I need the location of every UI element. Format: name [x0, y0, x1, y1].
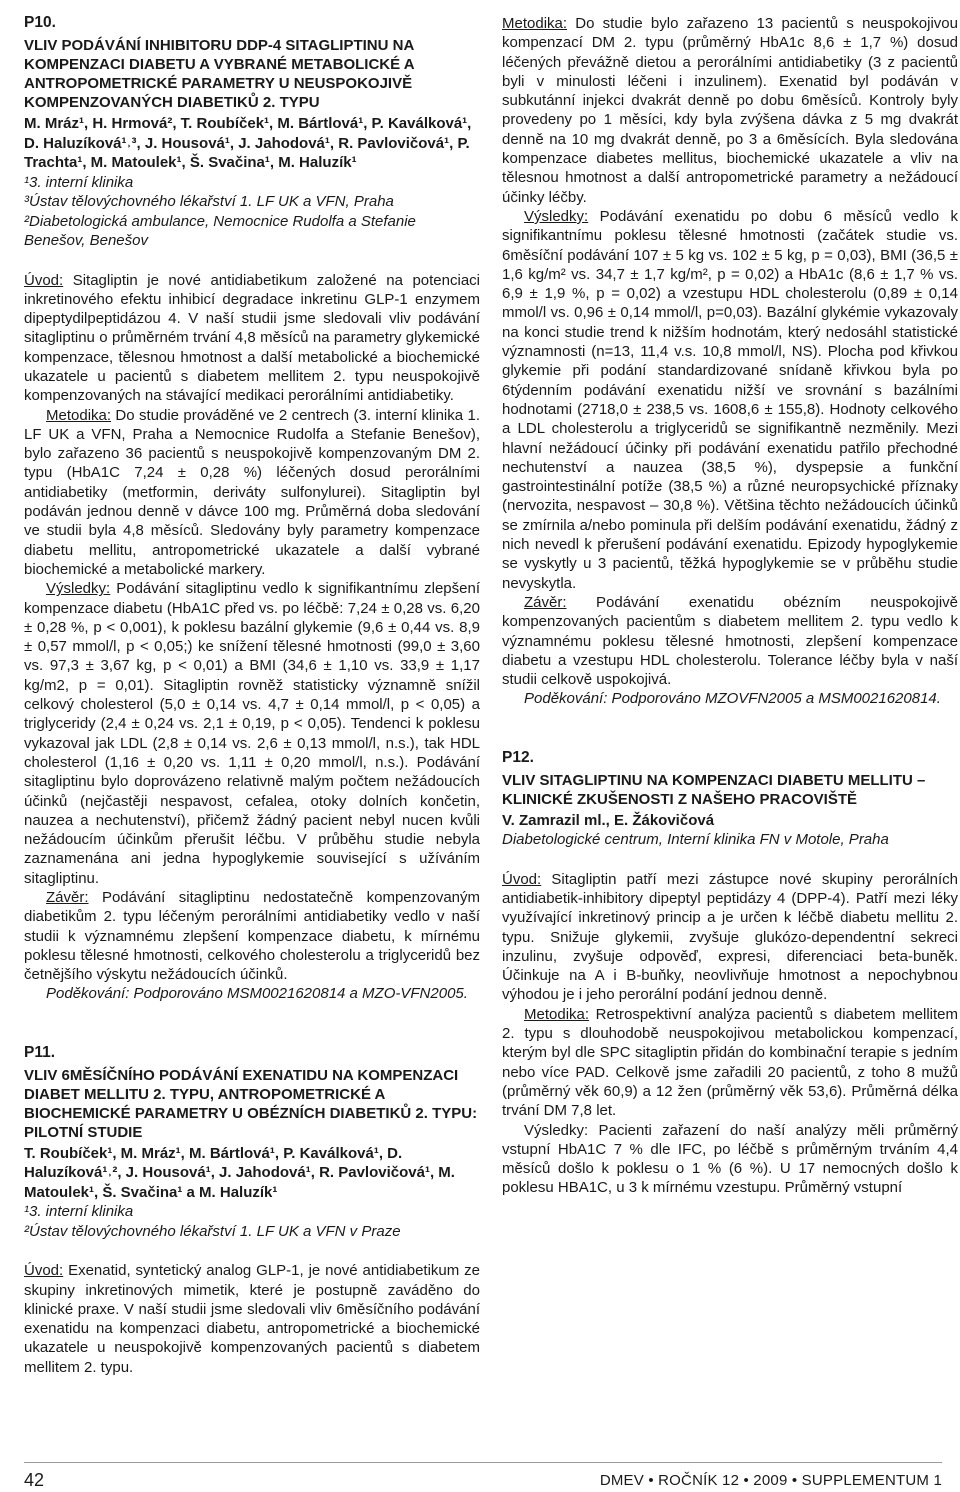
affiliation: ²Ústav tělovýchovného lékařství 1. LF UK a VFN v Praze — [24, 1222, 401, 1240]
abstract-id: P11. — [24, 1043, 56, 1061]
abstract-p11 — [24, 1044, 480, 1377]
abstract-paragraph — [24, 406, 480, 580]
abstract-paragraph — [502, 593, 958, 689]
paragraph-text: Do studie bylo zařazeno 13 pacientů s neuspokojivou kompenzací DM 2. typu (průměrný HbA1c 8,6 ± 1,7 %) dosud léčených převážně dietou a perorálními antidiabetiky (3 z pacientů byli v minulosti léčeni i inzulinem). Exenatid byl podáván v subkutánní injekci dvakrát denně po dobu 6měsíců. Kontroly byly provedeny po 1 měsíci, kdy byla zvýšena dávka z 5 mg dvakrát denně na 10 mg dvakrát denně, po 3 a 6měsících. Byla sledována kompenzace diabetes mellitus, biochemické ukazatele a vliv na tělesnou hmotnost a další antropometrické parametry a nežádoucí účinky léčby. — [502, 15, 958, 206]
section-lead: Metodika: — [46, 406, 112, 424]
abstract-paragraph — [24, 888, 480, 984]
section-lead: Úvod: — [24, 1262, 64, 1280]
left-column — [24, 14, 480, 1377]
section-lead: Závěr: — [46, 889, 89, 906]
right-column — [502, 14, 958, 1198]
abstract-paragraph — [24, 271, 480, 406]
affiliation: ¹3. interní klinika — [24, 1203, 134, 1221]
abstract-p10 — [24, 14, 480, 1004]
abstract-title: VLIV 6MĚSÍČNÍHO PODÁVÁNÍ EXENATIDU NA KOMPENZACI DIABET MELLITU 2. TYPU, ANTROPOMETRICKÉ A BIOCHEMICKÉ PARAMETRY U OBÉZNÍCH DIABETIKŮ 2. TYPU: PILOTNÍ STUDIE — [24, 1066, 478, 1141]
author-list: T. Roubíček¹, M. Mráz¹, M. Bártlová¹, P. Kaválková¹, D. Haluzíková¹˒², J. Housová¹, J. Jahodová¹, R. Pavlovičová¹, M. Matoulek¹, Š. Svačina¹ a M. Haluzík¹ — [24, 1144, 455, 1201]
affiliation: ³Ústav tělovýchovného lékařství 1. LF UK a VFN, Praha — [24, 193, 394, 210]
author-list: M. Mráz¹, H. Hrmová², T. Roubíček¹, M. Bártlová¹, P. Kaválková¹, D. Haluzíková¹˒³, J. Housová¹, J. Jahodová¹, R. Pavlovičová¹, P. Trachta¹, M. Matoulek¹, Š. Svačina¹, M. Haluzík¹ — [24, 115, 472, 171]
affiliation: ²Diabetologická ambulance, Nemocnice Rudolfa a Stefanie Benešov, Benešov — [24, 212, 416, 249]
abstract-paragraph — [24, 579, 480, 888]
paragraph-text: Výsledky: Pacienti zařazení do naší analýzy měli průměrný vstupní HbA1C 7 % dle IFC, po léčbě s průměrným trváním 4,4 měsíců došlo k poklesu o 1 % (6 %). U 17 nemocných došlo k poklesu HBA1C, u 3 k mírnému vzestupu. Průměrný vstupní — [502, 1121, 958, 1197]
paragraph-text: Podávání sitagliptinu vedlo k signifikantnímu zlepšení kompenzace diabetu (HbA1C před vs. po léčbě: 7,24 ± 0,28 vs. 6,20 ± 0,28 %, p < 0,001), k poklesu bazální glykemie (9,6 ± 0,44 vs. 8,9 ± 0,57 mmol/l, p < 0,05;) ke snížení tělesné hmotnosti (99,0 ± 3,60 vs. 97,3 ± 3,67 kg, p < 0,01) a BMI (34,6 ± 1,10 vs. 33,9 ± 1,17 kg/m2, p = 0,01). Sitagliptin rovněž statisticky významně snížil celkový cholesterol (5,0 ± 0,14 vs. 4,7 ± 0,14 mmol/l, p < 0,05) a triglyceridy (2,4 ± 0,24 vs. 2,1 ± 0,19, p < 0,05). Tendenci k poklesu vykazoval jak LDL (2,8 ± 0,14 vs. 2,6 ± 0,13 mmol/l, n.s.), tak HDL cholesterol (1,16 ± 0,20 vs. 1,11 ± 0,20 mmol/l, n.s.). Podávání sitagliptinu bylo doprovázeno relativně malým počtem nežádoucích účinků (nejčastěji nespavost, cefalea, otoky dolních končetin, nauzea a nechutenství), přičemž žádný pacient nebyl nucen kvůli nežádoucím účinkům přerušit léčbu. V průběhu studie nebyla zaznamenána ani jedna hypoglykemie související s užíváním sitagliptinu. — [24, 580, 480, 887]
abstract-title: VLIV SITAGLIPTINU NA KOMPENZACI DIABETU MELLITU – KLINICKÉ ZKUŠENOSTI Z NAŠEHO PRACOVIŠTĚ — [502, 771, 926, 808]
paragraph-text: Exenatid, syntetický analog GLP-1, je nové antidiabetikum ze skupiny inkretinových mimetik, které je postupně zaváděno do klinické praxe. V naší studii jsme sledovali vliv 6měsíčního podávání exenatidu na kompenzaci diabetu, antropometrické a biochemické ukazatele u neuspokojivě kompenzovaných pacientů s diabetem mellitem 2. typu. — [24, 1262, 480, 1376]
section-lead: Úvod: — [24, 271, 64, 289]
section-lead: Metodika: — [524, 1005, 590, 1023]
footer-divider — [24, 1462, 942, 1463]
paragraph-text: Retrospektivní analýza pacientů s diabetem mellitem 2. typu s dlouhodobě neuspokojivou metabolickou kompenzací, kterým byl dle SPC sitagliptin přidán do kombinační terapie s jedním nebo více PAD. Celkově jsme zařadili 20 pacientů, z toho 8 mužů (průměrný věk 60,9) a 12 žen (průměrný věk 53,6). Průměrná délka trvání DM 7,8 let. — [502, 1005, 958, 1120]
abstract-paragraph — [502, 207, 958, 593]
paragraph-text: Podávání sitagliptinu nedostatečně kompenzovaným diabetikům 2. typu léčeným perorálními antidiabetiky vedlo v naší studii k významnému zlepšení kompenzace diabetu, k mírnému poklesu tělesné hmotnosti, celkového cholesterolu a triglyceridů bez četnějšího výskytu nežádoucích účinků. — [24, 889, 480, 984]
section-lead: Výsledky: — [524, 207, 589, 225]
abstract-paragraph — [24, 1261, 480, 1377]
abstract-id: P10. — [24, 14, 56, 31]
affiliation: ¹3. interní klinika — [24, 173, 134, 191]
paragraph-text: Podávání exenatidu po dobu 6 měsíců vedlo k signifikantnímu poklesu tělesné hmotnosti (začátek studie vs. 6měsíční podávání 107 ± 5 kg vs. 102 ± 5 kg, p = 0,03), BMI (36,5 ± 1,6 kg/m² vs. 34,7 ± 1,7 kg/m², p = 0,02) a HbA1c (8,6 ± 1,7 % vs. 6,9 ± 1,9 %, p = 0,02) a vzestupu HDL cholesterolu (0,89 ± 0,14 mmol/l vs. 0,96 ± 0,14 mmol/l, p=0,03). Bazální glykémie vykazovaly na konci studie trend k nižším hodnotám, který nedosáhl statistické významnosti (n=13, 11,4 v.s. 10,8 mmol/l, NS). Plocha pod křivkou glykemie při podání standardizované snídaně křivkou byla po 6týdenním podávání exenatidu nižší ve srovnání s bazálními hodnotami (2718,0 ± 238,5 vs. 1608,6 ± 155,8). Hodnoty celkového a LDL cholesterolu a triglyceridů se signifikantně nezměnily. Mezi hlavní nežádoucí účinky při podávání exenatidu patřilo přechodné nechutenství a nauzea (38,5 %), dyspepsie a funkční gastrointestinální potíže (38,5 %) a různé neuropsychické příznaky (nervozita, nespavost – 30,8 %). Většina těchto nežádoucích účinků se zmírnila a/nebo pominula při delším podávání exenatidu, žádný z nich nevedl k přerušení podávání exenatidu. Epizody hypoglykemie se vyskytly u 3 pacientů, těžká hypoglykemie se v průběhu studie nevyskytla. — [502, 207, 958, 592]
section-lead: Metodika: — [502, 15, 568, 32]
affiliation: Diabetologické centrum, Interní klinika FN v Motole, Praha — [502, 831, 889, 849]
abstract-paragraph — [502, 870, 958, 1005]
section-lead: Výsledky: — [46, 580, 111, 598]
journal-info: DMEV • ROČNÍK 12 • 2009 • SUPPLEMENTUM 1 — [599, 1472, 942, 1489]
page-number: 42 — [24, 1470, 45, 1490]
paragraph-text: Sitagliptin je nové antidiabetikum založené na potenciaci inkretinového efektu inhibicí degradace inkretinu GLP-1 enzymem dipeptydilpeptidázou 4. V naší studii jsme sledovali vliv podávání sitagliptinu o průměrném trvání 4,8 měsíců na parametry glykemické kompenzace, tělesnou hmotnost a další metabolické a biochemické ukazatele u pacientů s diabetem mellitem 2. typu neuspokojivě kompenzovaných na stávající medikaci perorálními antidiabetiky. — [24, 271, 480, 405]
abstract-p12 — [502, 749, 958, 1198]
author-list: V. Zamrazil ml., E. Žákovičová — [502, 811, 715, 829]
abstract-paragraph — [502, 1121, 958, 1198]
paragraph-text: Sitagliptin patří mezi zástupce nové skupiny perorálních antidiabetik-inhibitory dipeptyl peptidázy 4 (DPP-4). Patří mezi léky využívající inkretinový princip a je určen k léčbě diabetu mellitu 2. typu. Snižuje glykemii, zvyšuje glukózo-dependentní sekreci inzulinu, zvyšuje odpověď, expresi, diferenciaci beta-buněk. Účinkuje na A i B-buňky, neovlivňuje hmotnost a nepochybnou výhodou je i jeho perorální podání jednou denně. — [502, 870, 958, 1004]
section-lead: Závěr: — [524, 593, 567, 611]
abstract-id: P12. — [502, 748, 534, 766]
section-lead: Úvod: — [502, 870, 542, 888]
paragraph-text: Do studie prováděné ve 2 centrech (3. interní klinika 1. LF UK a VFN, Praha a Nemocnice Rudolfa a Stefanie Benešov), bylo zařazeno 36 pacientů s neuspokojivě kompenzovaným DM 2. typu (HbA1C 7,24 ± 0,28 %) léčených dosud perorálními antidiabetiky (metformin, deriváty sulfonylurei). Sitagliptin byl podáván jednou denně v dávce 100 mg. Průměrná doba sledování ve studii byla 4,8 měsíců. Sledovány byly parametry kompenzace diabetu mellitu, antropometrické ukazatele a další vybrané biochemické a metabolické markery. — [24, 406, 480, 578]
abstract-paragraph — [502, 1005, 958, 1121]
grant-acknowledgement: Poděkování: Podporováno MZOVFN2005 a MSM0021620814. — [524, 690, 941, 708]
abstract-title: VLIV PODÁVÁNÍ INHIBITORU DDP-4 SITAGLIPTINU NA KOMPENZACI DIABETU A VYBRANÉ METABOLICKÉ A ANTROPOMETRICKÉ PARAMETRY U NEUSPOKOJIVĚ KOMPENZOVANÝCH DIABETIKŮ 2. TYPU — [24, 37, 414, 111]
abstract-p11-continued — [502, 14, 958, 709]
grant-acknowledgement: Poděkování: Podporováno MSM0021620814 a MZO-VFN2005. — [46, 985, 468, 1003]
paragraph-text: Podávání exenatidu obézním neuspokojivě kompenzovaných pacientům s diabetem mellitem 2. typu vedlo k významnému poklesu tělesné hmotnosti, zlepšení kompenzace diabetu a vzestupu HDL cholesterolu. Tolerance léčby byla v naší studii celkově uspokojivá. — [502, 593, 958, 689]
abstract-paragraph — [502, 14, 958, 207]
